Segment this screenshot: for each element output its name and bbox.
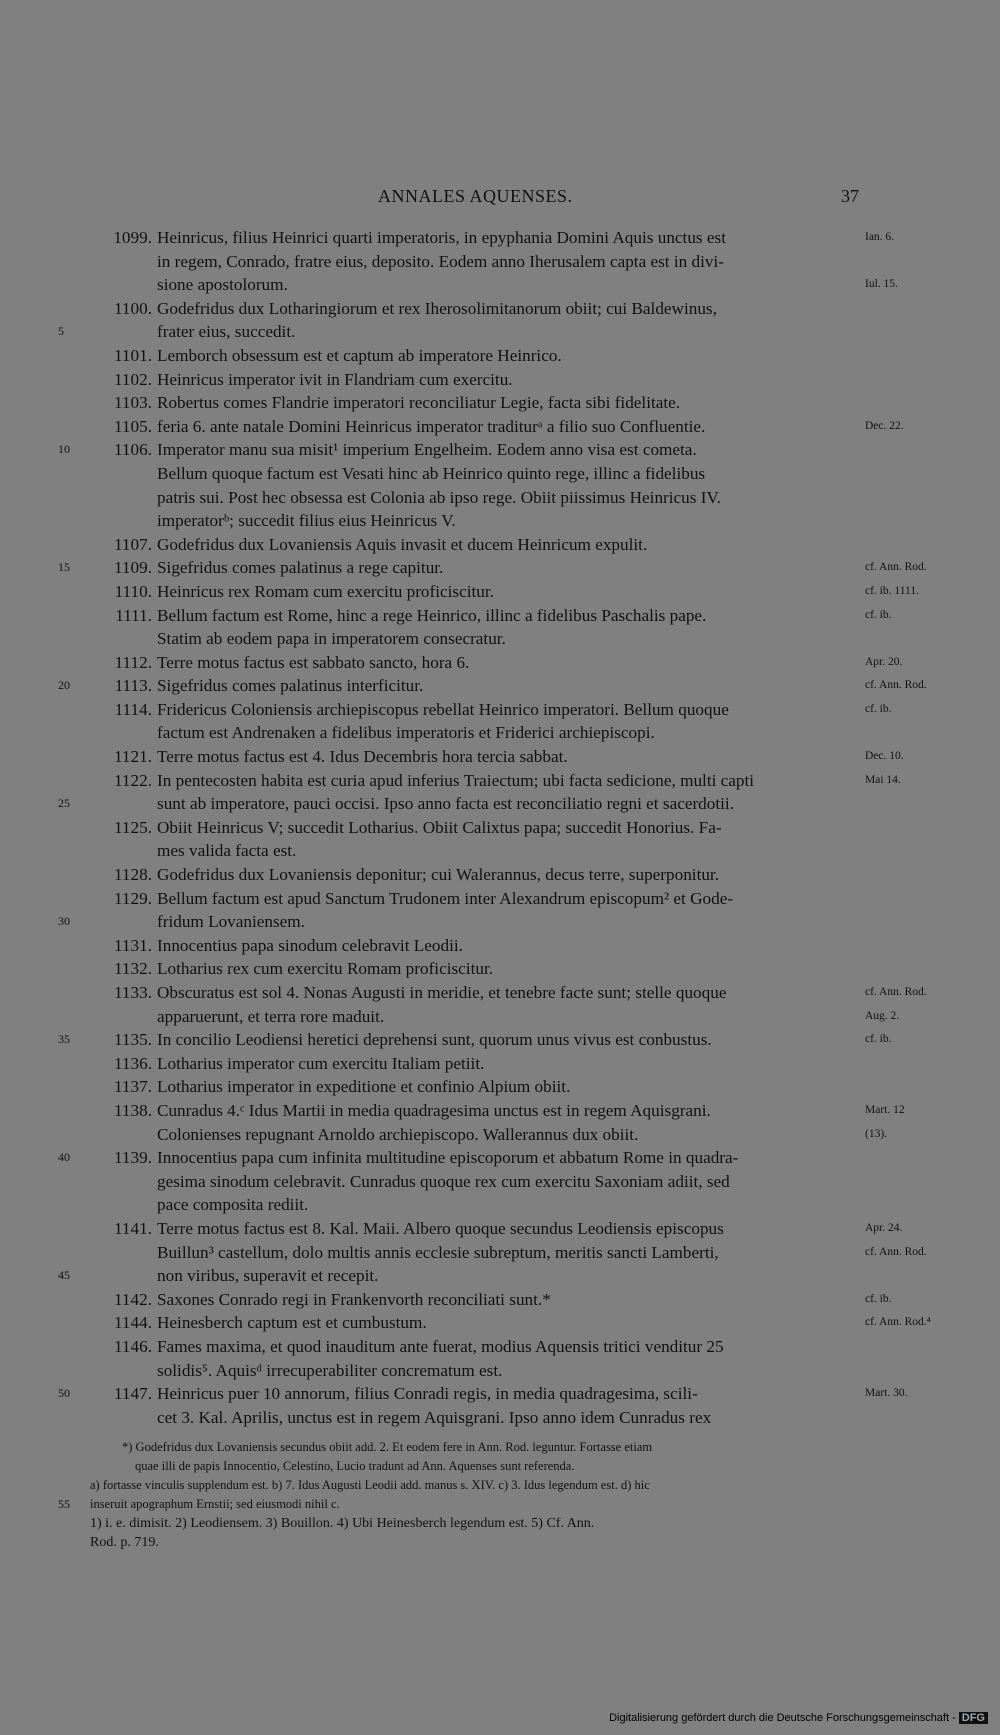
line-number: 5 — [58, 324, 64, 339]
annal-line — [0, 745, 1000, 769]
page-number: 37 — [841, 186, 859, 206]
annal-line — [0, 1028, 1000, 1052]
entry-text: Fames maxima, et quod inauditum ante fuerat, modius Aquensis tritici venditur 25 — [157, 1336, 724, 1356]
entry-text: Obiit Heinricus V; succedit Lotharius. Obiit Calixtus papa; succedit Honorius. Fa- — [157, 817, 722, 837]
year-label: 1101. — [113, 345, 152, 365]
entry-text: Bellum factum est apud Sanctum Trudonem inter Alexandrum episcopum² et Gode- — [157, 888, 734, 908]
entry-text: Buillun³ castellum, dolo multis annis ecclesie subreptum, meritis sancti Lamberti, — [157, 1242, 719, 1262]
entry-text: Imperator manu sua misit¹ imperium Engelheim. Eodem anno visa est cometa. — [157, 440, 697, 460]
entry-text: Heinricus puer 10 annorum, filius Conradi regis, in media quadragesima, scili- — [157, 1384, 698, 1404]
entry-text: non viribus, superavit et recepit. — [157, 1266, 379, 1286]
annal-line — [0, 1052, 1000, 1076]
year-label: 1122. — [113, 770, 152, 790]
credit-text: Digitalisierung gefördert durch die Deutsche Forschungsgemeinschaft - — [609, 1712, 956, 1724]
annal-line — [0, 580, 1000, 604]
entry-text: Heinesberch captum est et cumbustum. — [157, 1313, 427, 1333]
entry-text: Heinricus rex Romam cum exercitu proficiscitur. — [157, 581, 494, 601]
annal-line — [0, 1099, 1000, 1123]
entry-text: Statim ab eodem papa in imperatorem consecratur. — [157, 629, 506, 649]
footnote-text: 1) i. e. dimisit. 2) Leodiensem. 3) Bouillon. 4) Ubi Heinesberch legendum est. 5) Cf. Ann. — [90, 1516, 595, 1531]
line-number: 10 — [58, 442, 70, 457]
entry-text: Bellum factum est Rome, hinc a rege Heinrico, illinc a fidelibus Paschalis pape. — [157, 605, 707, 625]
entry-text: Sigefridus comes palatinus a rege capitur. — [157, 558, 444, 578]
footnotes — [0, 1438, 1000, 1552]
entry-text: in regem, Conrado, fratre eius, deposito. Eodem anno Iherusalem capta est in divi- — [157, 251, 725, 271]
annal-line — [0, 462, 1000, 486]
margin-note: cf. Ann. Rod.⁴ — [865, 1316, 931, 1329]
entry-text: cet 3. Kal. Aprilis, unctus est in regem Aquisgrani. Ipso anno idem Cunradus rex — [157, 1407, 712, 1427]
entry-text: imperatorᵇ; succedit filius eius Heinricus V. — [157, 511, 456, 531]
annal-line — [0, 887, 1000, 911]
entry-text: Heinricus imperator ivit in Flandriam cum exercitu. — [157, 369, 513, 389]
annal-line — [0, 981, 1000, 1005]
annal-line — [0, 344, 1000, 368]
footnote-text: a) fortasse vinculis supplendum est. b) 7. Idus Augusti Leodii add. manus s. XIV. c) 3. Idus legendum est. d) hic — [90, 1478, 650, 1492]
annal-line — [0, 226, 1000, 250]
margin-note: Aug. 2. — [865, 1009, 900, 1022]
entry-text: Fridericus Coloniensis archiepiscopus rebellat Heinrico imperatori. Bellum quoque — [157, 699, 729, 719]
entry-text: Terre motus factus est sabbato sancto, hora 6. — [157, 652, 470, 672]
year-label: 1129. — [113, 888, 152, 908]
margin-note: Mart. 12 — [865, 1103, 905, 1116]
line-number: 50 — [58, 1386, 70, 1401]
year-label: 1112. — [114, 652, 152, 672]
year-label: 1132. — [113, 959, 152, 979]
entry-text: fridum Lovaniensem. — [157, 912, 305, 932]
annal-line — [0, 1193, 1000, 1217]
entry-text: factum est Andrenaken a fidelibus imperatoris et Friderici archiepiscopi. — [157, 723, 655, 743]
margin-note: Mart. 30. — [865, 1387, 908, 1400]
annal-line — [0, 320, 1000, 344]
margin-note: cf. ib. — [865, 608, 892, 621]
annal-line — [0, 792, 1000, 816]
entry-text: Godefridus dux Lovaniensis deponitur; cui Walerannus, decus terre, superponitur. — [157, 865, 720, 885]
page-title: ANNALES AQUENSES. — [378, 186, 573, 206]
annal-line — [0, 698, 1000, 722]
annal-line — [0, 368, 1000, 392]
year-label: 1109. — [113, 558, 152, 578]
year-label: 1110. — [114, 581, 152, 601]
footnote-line — [0, 1457, 1000, 1476]
year-label: 1142. — [113, 1289, 152, 1309]
annal-line — [0, 910, 1000, 934]
entry-text: mes valida facta est. — [157, 841, 297, 861]
entry-text: Lemborch obsessum est et captum ab imperatore Heinrico. — [157, 345, 562, 365]
entry-text: Godefridus dux Lovaniensis Aquis invasit et ducem Heinricum expulit. — [157, 534, 648, 554]
annal-line — [0, 438, 1000, 462]
annal-line — [0, 1241, 1000, 1265]
entry-text: In pentecosten habita est curia apud inferius Traiectum; ubi facta sedicione, multi capti — [157, 770, 755, 790]
margin-note: Apr. 20. — [865, 655, 903, 668]
line-number: 35 — [58, 1032, 70, 1047]
annal-line — [0, 1311, 1000, 1335]
annal-line — [0, 651, 1000, 675]
annal-line — [0, 1264, 1000, 1288]
margin-note: Dec. 10. — [865, 750, 904, 763]
entry-text: Terre motus factus est 8. Kal. Maii. Albero quoque secundus Leodiensis episcopus — [157, 1218, 724, 1238]
annal-line — [0, 1146, 1000, 1170]
entry-text: Innocentius papa sinodum celebravit Leodii. — [157, 935, 463, 955]
entry-text: Bellum quoque factum est Vesati hinc ab Heinrico quinto rege, illinc a fidelibus — [157, 463, 706, 483]
entry-text: solidis⁵. Aquisᵈ irrecuperabiliter concrematum est. — [157, 1360, 503, 1380]
annal-line — [0, 627, 1000, 651]
annal-line — [0, 297, 1000, 321]
year-label: 1111. — [115, 605, 152, 625]
annal-line — [0, 1335, 1000, 1359]
entry-text: pace composita rediit. — [157, 1195, 309, 1215]
entry-text: Innocentius papa cum infinita multitudine episcoporum et abbatum Rome in quadra- — [157, 1148, 739, 1168]
entry-text: Sigefridus comes palatinus interficitur. — [157, 676, 424, 696]
footnote-text: *) Godefridus dux Lovaniensis secundus obiit add. 2. Et eodem fere in Ann. Rod. leguntur. Fortasse etiam — [122, 1440, 653, 1454]
margin-note: Mai 14. — [865, 773, 901, 786]
year-label: 1135. — [113, 1030, 152, 1050]
year-label: 1113. — [114, 676, 152, 696]
annal-line — [0, 1170, 1000, 1194]
margin-note: Ian. 6. — [865, 231, 895, 243]
entry-text: Godefridus dux Lotharingiorum et rex Iherosolimitanorum obiit; cui Baldewinus, — [157, 298, 717, 318]
margin-note: cf. Ann. Rod. — [865, 1245, 927, 1258]
entry-text: sione apostolorum. — [157, 275, 288, 295]
annal-line — [0, 674, 1000, 698]
entry-text: In concilio Leodiensi heretici deprehensi sunt, quorum unus vivus est conbustus. — [157, 1030, 712, 1050]
annal-line — [0, 934, 1000, 958]
margin-note: Apr. 24. — [865, 1221, 903, 1234]
year-label: 1138. — [113, 1100, 152, 1120]
year-label: 1144. — [113, 1313, 152, 1333]
annal-line — [0, 769, 1000, 793]
annal-line — [0, 1217, 1000, 1241]
year-label: 1121. — [113, 747, 152, 767]
footnote-line — [0, 1438, 1000, 1457]
annal-line — [0, 721, 1000, 745]
annal-line — [0, 533, 1000, 557]
annal-line — [0, 1288, 1000, 1312]
margin-note: cf. ib. — [865, 1033, 892, 1046]
annal-line — [0, 556, 1000, 580]
year-label: 1099. — [113, 228, 152, 247]
year-label: 1131. — [113, 935, 152, 955]
footnote-line — [0, 1514, 1000, 1533]
annal-line — [0, 1406, 1000, 1430]
year-label: 1146. — [113, 1336, 152, 1356]
annal-line — [0, 250, 1000, 274]
entry-text: feria 6. ante natale Domini Heinricus imperator traditurᵃ a filio suo Confluentie. — [157, 416, 706, 436]
year-label: 1125. — [113, 817, 152, 837]
annal-line — [0, 486, 1000, 510]
annal-line — [0, 415, 1000, 439]
annal-line — [0, 1005, 1000, 1029]
year-label: 1114. — [114, 699, 152, 719]
line-number: 40 — [58, 1150, 70, 1165]
entry-text: Lotharius imperator cum exercitu Italiam petiit. — [157, 1053, 485, 1073]
page-header — [0, 186, 1000, 210]
annal-line — [0, 816, 1000, 840]
footnote-text: quae illi de papis Innocentio, Celestino, Lucio tradunt ad Ann. Aquenses sunt referenda. — [135, 1459, 575, 1473]
margin-note: cf. ib. — [865, 702, 892, 715]
margin-note: cf. ib. — [865, 1292, 892, 1305]
entry-text: Terre motus factus est 4. Idus Decembris hora tercia sabbat. — [157, 747, 568, 767]
entry-text: patris sui. Post hec obsessa est Colonia ab ipso rege. Obiit piissimus Heinricus IV. — [157, 487, 721, 507]
margin-note: (13). — [865, 1127, 888, 1140]
year-label: 1147. — [113, 1384, 152, 1404]
line-number: 30 — [58, 914, 70, 929]
annal-line — [0, 604, 1000, 628]
footnote-line — [0, 1533, 1000, 1552]
year-label: 1137. — [113, 1077, 152, 1097]
digitization-credit — [609, 1712, 988, 1724]
annal-line — [0, 1359, 1000, 1383]
entry-text: Colonienses repugnant Arnoldo archiepiscopo. Wallerannus dux obiit. — [157, 1124, 639, 1144]
annal-line — [0, 509, 1000, 533]
entry-text: Lotharius imperator in expeditione et confinio Alpium obiit. — [157, 1077, 571, 1097]
line-number: 20 — [58, 678, 70, 693]
year-label: 1103. — [113, 393, 152, 413]
entry-text: sunt ab imperatore, pauci occisi. Ipso anno facta est reconciliatio regni et sacerdotii. — [157, 794, 734, 814]
year-label: 1141. — [113, 1218, 152, 1238]
annals-entries — [0, 226, 1000, 1429]
entry-text: Obscuratus est sol 4. Nonas Augusti in meridie, et tenebre facte sunt; stelle quoque — [157, 983, 727, 1002]
line-number: 15 — [58, 560, 70, 575]
annal-line — [0, 1123, 1000, 1147]
footnote-line — [0, 1476, 1000, 1495]
annal-line — [0, 391, 1000, 415]
footnote-text: inseruit apographum Ernstii; sed eiusmodi nihil c. — [90, 1497, 340, 1511]
line-number: 55 — [58, 1497, 70, 1511]
annal-line — [0, 273, 1000, 297]
footnote-line — [0, 1495, 1000, 1514]
year-label: 1102. — [113, 369, 152, 389]
year-label: 1100. — [113, 298, 152, 318]
entry-text: Cunradus 4.ᶜ Idus Martii in media quadragesima unctus est in regem Aquisgrani. — [157, 1100, 711, 1120]
line-number: 25 — [58, 796, 70, 811]
entry-text: Heinricus, filius Heinrici quarti imperatoris, in epyphania Domini Aquis unctus est — [157, 228, 726, 247]
entry-text: gesima sinodum celebravit. Cunradus quoque rex cum exercitu Saxoniam adiit, sed — [157, 1171, 730, 1191]
margin-note: cf. Ann. Rod. — [865, 679, 927, 692]
margin-note: Dec. 22. — [865, 419, 904, 432]
year-label: 1105. — [113, 416, 152, 436]
year-label: 1136. — [113, 1053, 152, 1073]
margin-note: cf. ib. 1111. — [865, 584, 919, 597]
line-number: 45 — [58, 1268, 70, 1283]
margin-note: cf. Ann. Rod. — [865, 986, 927, 998]
year-label: 1133. — [113, 983, 152, 1002]
entry-text: frater eius, succedit. — [157, 322, 296, 342]
entry-text: Saxones Conrado regi in Frankenvorth reconciliati sunt.* — [157, 1289, 551, 1309]
margin-note: Iul. 15. — [865, 278, 898, 291]
annal-line — [0, 1382, 1000, 1406]
entry-text: Robertus comes Flandrie imperatori reconciliatur Legie, facta sibi fidelitate. — [157, 393, 681, 413]
year-label: 1106. — [113, 440, 152, 460]
footnote-text: Rod. p. 719. — [90, 1535, 159, 1550]
annal-line — [0, 957, 1000, 981]
year-label: 1139. — [113, 1148, 152, 1168]
dfg-logo: DFG — [959, 1712, 988, 1724]
annal-line — [0, 1075, 1000, 1099]
year-label: 1107. — [113, 534, 152, 554]
year-label: 1128. — [113, 865, 152, 885]
annal-line — [0, 839, 1000, 863]
annal-line — [0, 863, 1000, 887]
entry-text: apparuerunt, et terra rore maduit. — [157, 1006, 385, 1026]
entry-text: Lotharius rex cum exercitu Romam proficiscitur. — [157, 959, 494, 979]
margin-note: cf. Ann. Rod. — [865, 561, 927, 574]
